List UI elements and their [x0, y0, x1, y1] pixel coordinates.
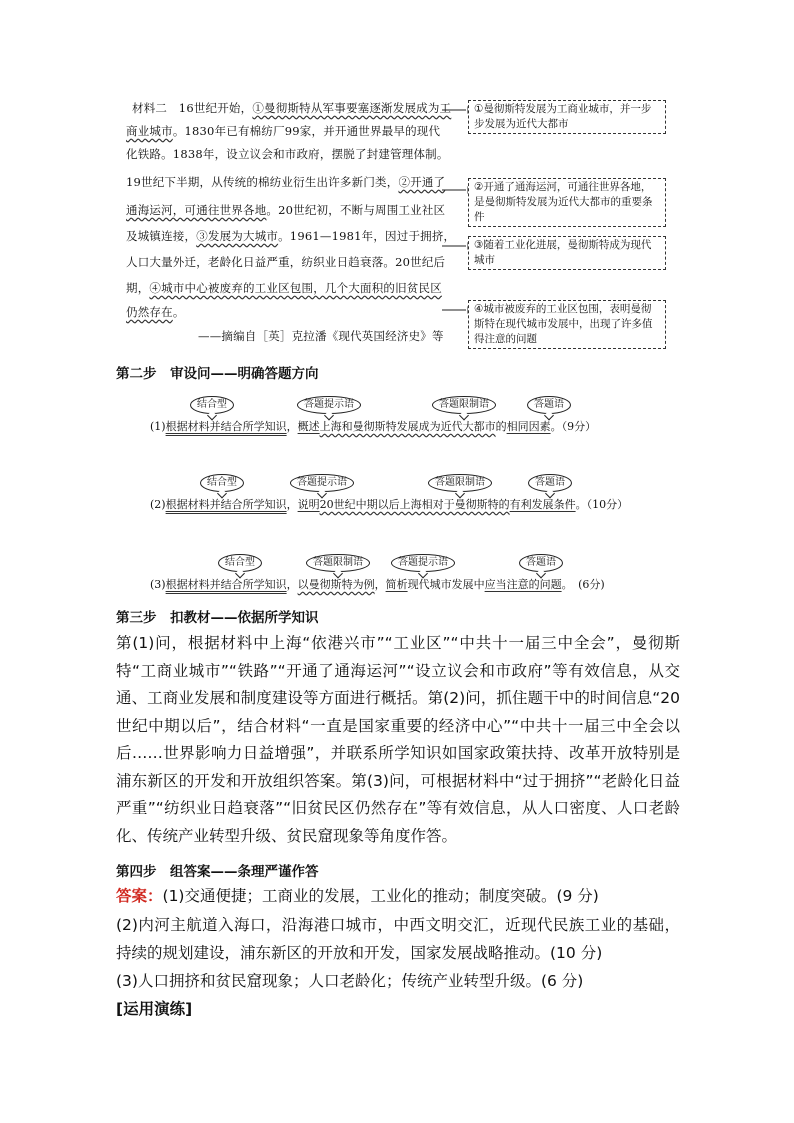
bubble-q1-limit: 答题限制语: [432, 396, 496, 414]
q-score: 。（9分）: [550, 420, 597, 433]
q-number: (2): [150, 498, 166, 511]
bubble-q2-answer: 答题语: [528, 474, 572, 492]
q-text: 的: [495, 420, 507, 433]
q-hint: 概述: [297, 420, 320, 433]
q-limit: 20世纪中期以后上海相对于曼彻斯特的: [319, 498, 510, 511]
material-text: 。1961—1981年，因过于拥挤，: [278, 229, 456, 243]
material-key-phrase: 仍然存在: [126, 305, 173, 319]
material-source: ——摘编自［英］克拉潘《现代英国经济史》等: [198, 329, 444, 343]
material-line-3: [126, 144, 449, 164]
question-1: [150, 418, 596, 434]
bubble-q3-hint: 答题提示语: [391, 554, 455, 572]
answer-1: [116, 883, 680, 911]
material-key-phrase: 通海运河，可通往世界各地: [126, 203, 267, 217]
material-line-2: [126, 121, 440, 141]
answer-3: (3)人口拥挤和贫民窟现象；人口老龄化；传统产业转型升级。(6 分): [116, 972, 584, 990]
bubble-q3-type: 结合型: [218, 554, 262, 572]
q-combine: 根据材料并结合所学知识: [165, 578, 287, 591]
material-line-4: [126, 172, 445, 192]
question-3: [150, 576, 605, 592]
material-text: 及城镇连接，: [126, 229, 197, 243]
q-limit: 上海和曼彻斯特发展成为近代大都市: [319, 420, 496, 433]
bubble-q1-answer: 答题语: [527, 396, 571, 414]
note-box-3: ③随着工业化进展，曼彻斯特成为现代城市: [468, 236, 666, 270]
material-text: 。: [172, 305, 185, 319]
material-line-6: [126, 226, 455, 246]
material-text: 19世纪下半期，从传统的棉纺业衍生出许多新门类，: [126, 175, 399, 189]
material-key-phrase: 商业城市: [126, 124, 173, 138]
bubble-q1-hint: 答题提示语: [297, 396, 361, 414]
bubble-q2-limit: 答题限制语: [428, 474, 492, 492]
material-text: 。1830年已有棉纺厂99家，并开通世界最早的现代: [172, 124, 441, 138]
q-limit: 以曼彻斯特为例: [297, 578, 375, 591]
bubble-q2-hint: 答题提示语: [290, 474, 354, 492]
q-score: 。 (6分): [561, 578, 605, 591]
q-combine: 根据材料并结合所学知识: [165, 498, 287, 511]
q-number: (3): [150, 578, 166, 591]
q-answer: 相同因素: [506, 420, 551, 433]
q-text: ，: [374, 578, 386, 591]
material-line-7: [126, 252, 445, 272]
question-2: [150, 496, 628, 512]
step3-heading: 第三步 扣教材——依据所学知识: [116, 610, 319, 626]
material-key-phrase: ②开通了: [398, 175, 446, 189]
q-combine: 根据材料并结合所学知识: [165, 420, 287, 433]
material-text: 人口大量外迁，老龄化日益严重，纺织业日趋衰落。20世纪后: [126, 255, 446, 269]
material-key-phrase: ①曼彻斯特从军事要塞逐渐发展成为工: [252, 101, 452, 115]
step3-paragraph: 第(1)问，根据材料中上海“依港兴市”“工业区”“中共十一届三中全会”，曼彻斯特“工商业城市”“铁路”“开通了通海运河”“设立议会和市政府”等有效信息，从交通、工商业发展和制度建设等方面进行概括。第(2)问，抓住题干中的时间信息“20世纪中期以后”，结合材料“一直是国家重要的经济中心”“中共十一届三中全会以后……世界影响力日益增强”，并联系所学知识如国家政策扶持、改革开放特别是浦东新区的开发和开放组织答案。第(3)问，可根据材料中“过于拥挤”“老龄化日益严重”“纺织业日趋衰落”“旧贫民区仍然存在”等有效信息，从人口密度、人口老龄化、传统产业转型升级、贫民窟现象等角度作答。: [116, 634, 680, 845]
bubble-q3-answer: 答题语: [519, 554, 563, 572]
q-text: ，: [286, 578, 298, 591]
answer-2: (2)内河主航道入海口，沿海港口城市，中西文明交汇，近现代民族工业的基础，持续的规划建设，浦东新区的开放和开发，国家发展战略推动。(10 分): [116, 916, 680, 962]
q-hint: 简析: [385, 578, 408, 591]
step2-heading: 第二步 审设问——明确答题方向: [116, 366, 319, 382]
material-text: 材料二 16世纪开始，: [132, 101, 253, 115]
q-hint: 说明: [297, 498, 320, 511]
q-text: ，: [286, 498, 298, 511]
material-line-9: [126, 302, 185, 322]
q-text: ，: [286, 420, 298, 433]
material-line-1: [132, 98, 451, 118]
answer-label: 答案：: [116, 887, 163, 905]
bubble-q1-type: 结合型: [190, 396, 234, 414]
practice-label: [运用演练]: [116, 1000, 193, 1018]
material-key-phrase: ③发展为大城市: [196, 229, 279, 243]
q-score: 。（10分）: [575, 498, 629, 511]
note-box-4: ④城市被废弃的工业区包围，表明曼彻斯特在现代城市发展中，出现了许多值得注意的问题: [468, 300, 666, 349]
q-text: 现代城市发展中: [407, 578, 485, 591]
q-answer: 应当注意的问题: [484, 578, 562, 591]
q-number: (1): [150, 420, 166, 433]
material-text: 。20世纪初，不断与周围工业社区: [266, 203, 446, 217]
material-text: 期，: [126, 281, 150, 295]
note-box-1: ①曼彻斯特发展为工商业城市，并一步步发展为近代大都市: [468, 100, 666, 134]
q-answer: 有利发展条件: [509, 498, 576, 511]
bubble-q2-type: 结合型: [200, 474, 244, 492]
note-box-2: ②开通了通海运河，可通往世界各地，是曼彻斯特发展为近代大都市的重要条件: [468, 178, 666, 227]
material-line-5: [126, 200, 445, 220]
answer-text: (1)交通便捷；工商业的发展，工业化的推动；制度突破。(9 分): [162, 887, 599, 905]
material-line-8: [126, 278, 442, 298]
step4-heading: 第四步 组答案——条理严谨作答: [116, 864, 319, 880]
material-text: 化铁路。1838年，设立议会和市政府，摆脱了封建管理体制。: [126, 147, 449, 161]
bubble-q3-limit: 答题限制语: [306, 554, 370, 572]
material-key-phrase: ④城市中心被废弃的工业区包围，几个大面积的旧贫民区: [149, 281, 442, 295]
